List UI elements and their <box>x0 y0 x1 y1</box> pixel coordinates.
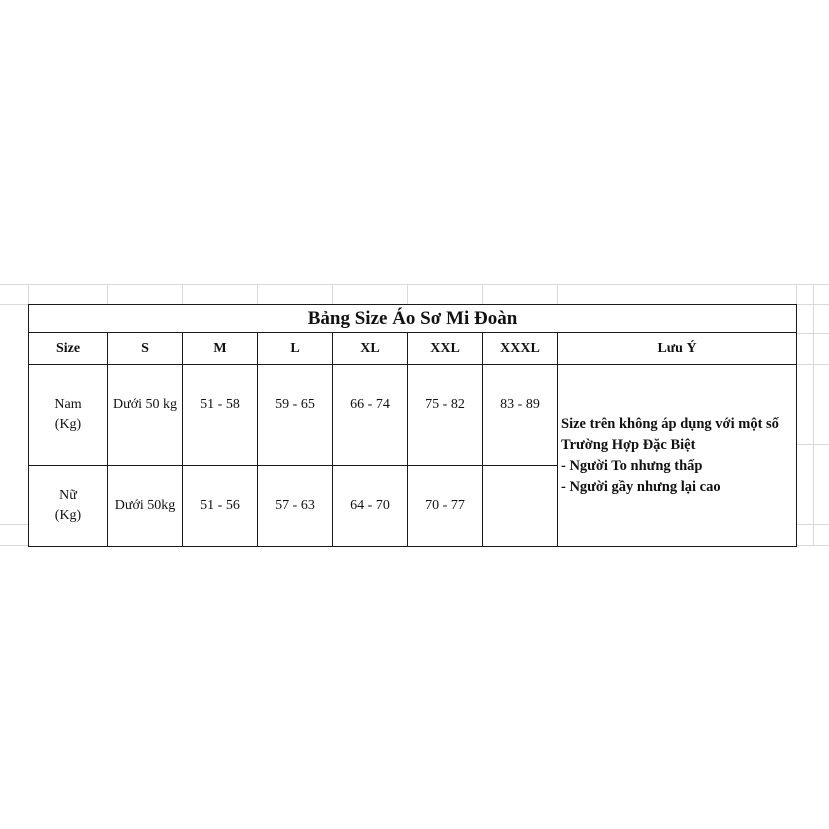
cell-female-xxxl <box>483 466 558 547</box>
table-row-male <box>29 365 797 466</box>
header-l: L <box>258 333 333 365</box>
header-row <box>29 333 797 365</box>
header-xl: XL <box>333 333 408 365</box>
row-label-female <box>29 466 108 547</box>
note-cell <box>558 365 797 547</box>
header-s: S <box>108 333 183 365</box>
table-title: Bảng Size Áo Sơ Mi Đoàn <box>29 305 797 333</box>
cell-male-xxxl: 83 - 89 <box>483 365 558 466</box>
header-m: M <box>183 333 258 365</box>
cell-male-xxl: 75 - 82 <box>408 365 483 466</box>
note-line-3: - Người To nhưng thấp <box>561 457 703 474</box>
note-line-4: - Người gầy nhưng lại cao <box>561 478 721 495</box>
row-label-male-line1: Nam <box>54 397 82 412</box>
row-label-female-line1: Nữ <box>59 488 77 503</box>
row-label-female-line2: (Kg) <box>54 508 82 523</box>
header-size: Size <box>29 333 108 365</box>
cell-female-m: 51 - 56 <box>183 466 258 547</box>
title-row <box>29 305 797 333</box>
size-chart-table <box>28 304 797 547</box>
cell-female-l: 57 - 63 <box>258 466 333 547</box>
row-label-male <box>29 365 108 466</box>
cell-male-l: 59 - 65 <box>258 365 333 466</box>
cell-male-xl: 66 - 74 <box>333 365 408 466</box>
note-line-1: Size trên không áp dụng với một số <box>561 415 779 432</box>
row-label-male-line2: (Kg) <box>54 417 82 432</box>
header-xxl: XXL <box>408 333 483 365</box>
note-line-2: Trường Hợp Đặc Biệt <box>561 436 696 453</box>
cell-female-s: Dưới 50kg <box>108 466 183 547</box>
header-note: Lưu Ý <box>558 333 797 365</box>
cell-female-xxl: 70 - 77 <box>408 466 483 547</box>
cell-male-m: 51 - 58 <box>183 365 258 466</box>
cell-male-s: Dưới 50 kg <box>108 365 183 466</box>
header-xxxl: XXXL <box>483 333 558 365</box>
cell-female-xl: 64 - 70 <box>333 466 408 547</box>
